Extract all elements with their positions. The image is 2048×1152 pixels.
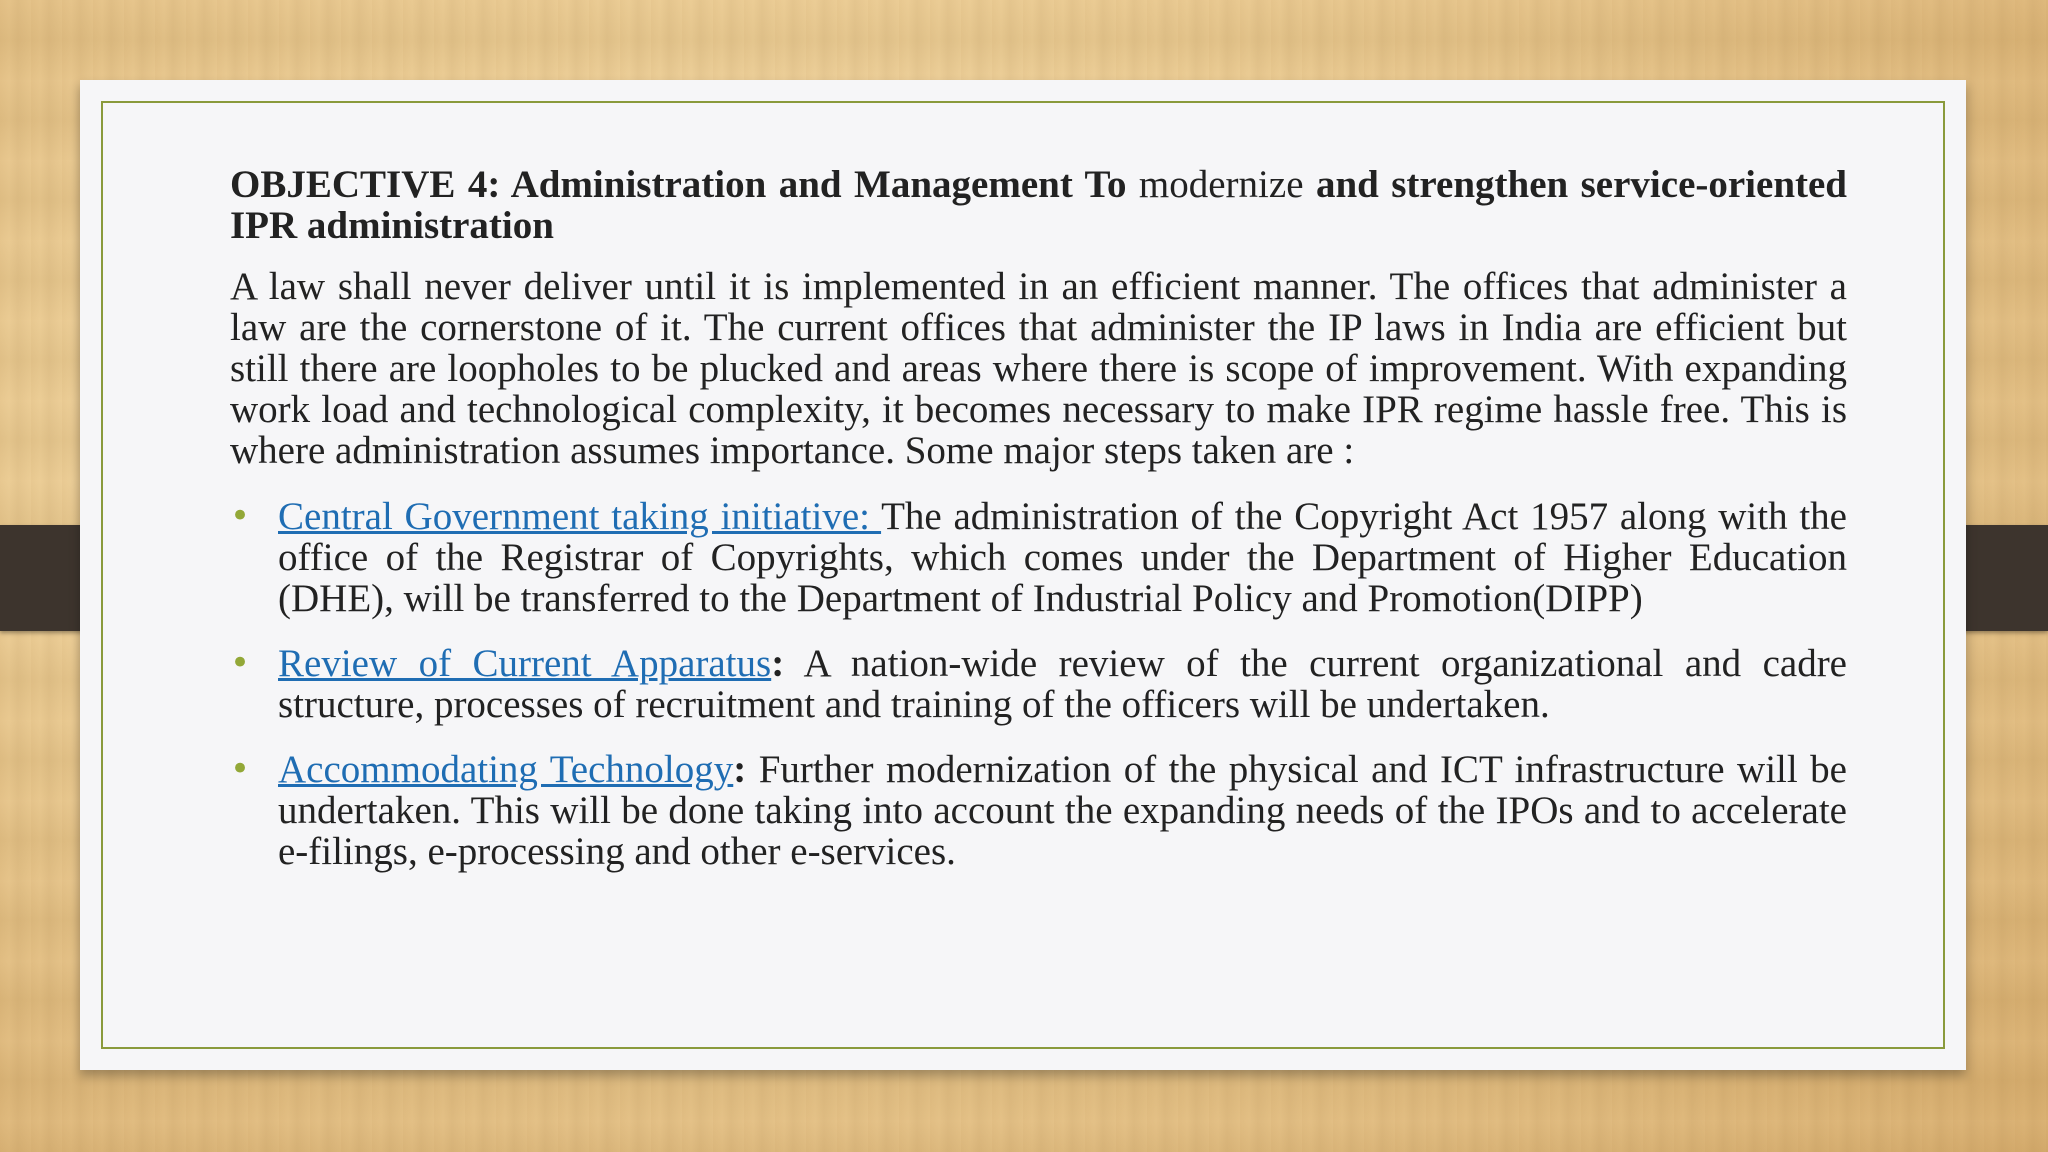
slide-card xyxy=(80,80,1966,1070)
bullet-colon: : xyxy=(771,642,785,685)
bullet-dot-icon: • xyxy=(230,496,251,536)
title-bold-lead: OBJECTIVE 4: Administration and Management To xyxy=(230,163,1127,206)
title-bold-tail: and strengthen service-oriented IPR administration xyxy=(230,163,1848,247)
title-normal-word: modernize xyxy=(1126,163,1316,206)
bullet-text: Further modernization of the physical and ICT infrastructure will be undertaken. This will be done taking into account the expanding needs of the IPOs and to accelerate e-filings, e-processing and other e-services. xyxy=(278,748,1847,873)
slide-content xyxy=(230,164,1847,896)
intro-paragraph: A law shall never deliver until it is implemented in an efficient manner. The offices that administer a law are the cornerstone of it. The current offices that administer the IP laws in India are efficient but still there are loopholes to be plucked and areas where there is scope of improvement. With expanding work load and technological complexity, it becomes necessary to make IPR regime hassle free. This is where administration assumes importance. Some major steps taken are : xyxy=(230,265,1847,472)
list-item xyxy=(230,749,1847,872)
accommodating-technology-link[interactable]: Accommodating Technology xyxy=(278,748,734,791)
list-item xyxy=(230,496,1847,619)
bullet-dot-icon: • xyxy=(230,749,251,789)
central-government-link[interactable]: Central Government taking initiative: xyxy=(278,495,882,538)
slide-title xyxy=(230,164,1847,246)
bullet-text: A nation-wide review of the current organizational and cadre structure, processes of recruitment and training of the officers will be undertaken. xyxy=(278,642,1847,726)
bullet-colon: : xyxy=(733,748,747,791)
bullet-dot-icon: • xyxy=(230,643,251,683)
list-item xyxy=(230,643,1847,725)
steps-list xyxy=(230,496,1847,872)
review-apparatus-link[interactable]: Review of Current Apparatus xyxy=(278,642,772,685)
bullet-text: The administration of the Copyright Act 1957 along with the office of the Registrar of Copyrights, which comes under the Department of Higher Education (DHE), will be transferred to the Department of Industrial Policy and Promotion(DIPP) xyxy=(278,495,1847,620)
